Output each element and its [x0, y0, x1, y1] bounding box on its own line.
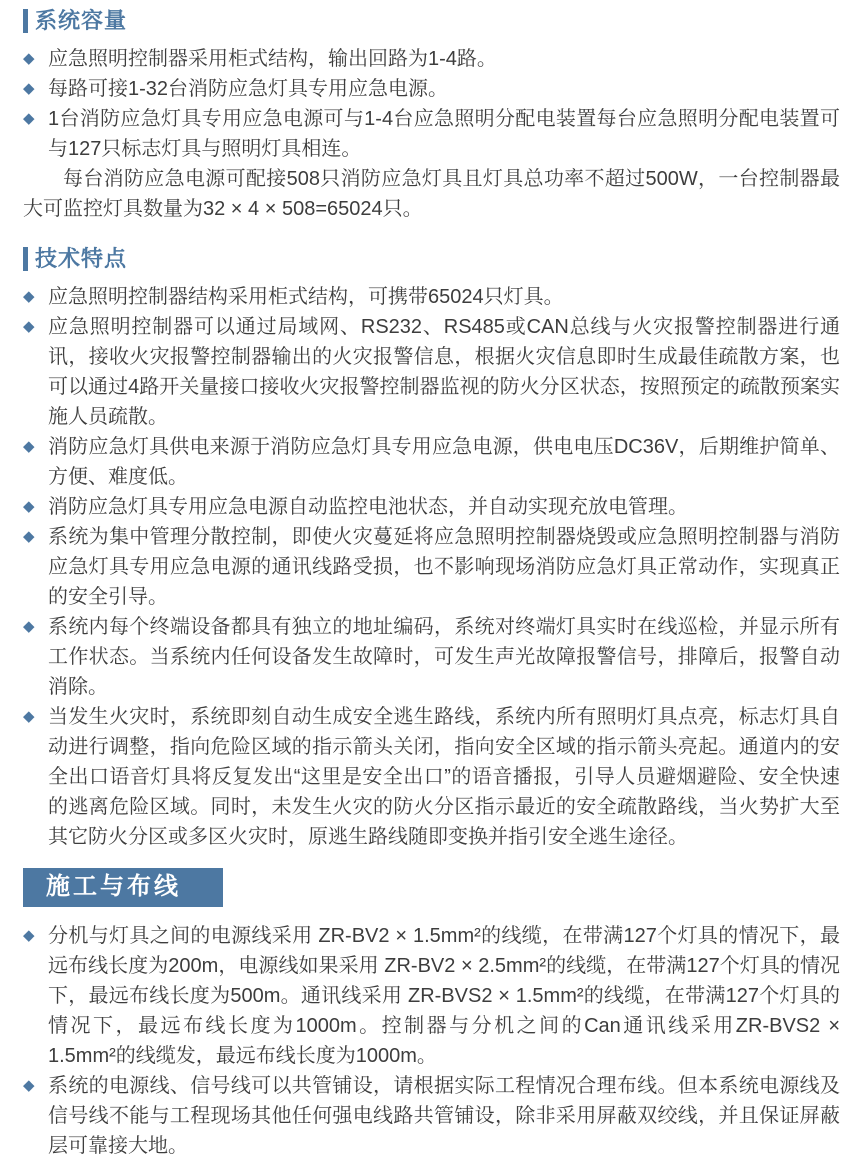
bullet-text: 消防应急灯具供电来源于消防应急灯具专用应急电源，供电电压DC36V，后期维护简单、方便、难度低。 — [48, 436, 840, 488]
section-title-text: 技术特点 — [35, 246, 128, 271]
bullet-item — [23, 104, 840, 164]
diamond-bullet-icon: ◆ — [23, 318, 35, 335]
bullet-item — [23, 702, 840, 852]
section-title-text: 系统容量 — [35, 8, 128, 33]
bullet-text: 每路可接1-32台消防应急灯具专用应急电源。 — [48, 78, 449, 100]
capacity-note-paragraph: 每台消防应急电源可配接508只消防应急灯具且灯具总功率不超过500W，一台控制器最大可监控灯具数量为32 × 4 × 508=65024只。 — [23, 168, 840, 220]
bullet-item — [23, 282, 840, 312]
bullet-text: 应急照明控制器结构采用柜式结构，可携带65024只灯具。 — [48, 286, 564, 308]
bullet-text: 消防应急灯具专用应急电源自动监控电池状态，并自动实现充放电管理。 — [48, 496, 688, 518]
bullet-text: 应急照明控制器采用柜式结构，输出回路为1-4路。 — [48, 48, 497, 70]
section-title-construction — [23, 868, 223, 907]
bullet-item — [23, 1071, 840, 1161]
section-features — [23, 244, 840, 852]
diamond-bullet-icon: ◆ — [23, 1077, 35, 1094]
diamond-bullet-icon: ◆ — [23, 708, 35, 725]
section-title-text: 施工与布线 — [46, 873, 181, 900]
diamond-bullet-icon: ◆ — [23, 288, 35, 305]
section-title-features — [23, 244, 840, 274]
section-capacity — [23, 6, 840, 224]
title-accent-bar — [23, 9, 28, 33]
diamond-bullet-icon: ◆ — [23, 80, 35, 97]
bullet-item — [23, 522, 840, 612]
bullet-item — [23, 492, 840, 522]
bullet-item — [23, 44, 840, 74]
bullet-item — [23, 612, 840, 702]
section-construction — [23, 868, 840, 1161]
diamond-bullet-icon: ◆ — [23, 50, 35, 67]
diamond-bullet-icon: ◆ — [23, 927, 35, 944]
bullet-text: 当发生火灾时，系统即刻自动生成安全逃生路线，系统内所有照明灯具点亮，标志灯具自动进行调整，指向危险区域的指示箭头关闭，指向安全区域的指示箭头亮起。通道内的安全出口语音灯具将反复发出“这里是安全出口”的语音播报，引导人员避烟避险、安全快速的逃离危险区域。同时，未发生火灾的防火分区指示最近的安全疏散路线，当火势扩大至其它防火分区或多区火灾时，原逃生路线随即变换并指引安全逃生途径。 — [48, 706, 840, 848]
bullet-text: 分机与灯具之间的电源线采用 ZR-BV2 × 1.5mm²的线缆，在带满127个灯具的情况下，最远布线长度为200m，电源线如果采用 ZR-BV2 × 2.5mm²的线缆，在带满127个灯具的情况下，最远布线长度为500m。通讯线采用 ZR-BVS2 × 1.5mm²的线缆，在带满127个灯具的情况下，最远布线长度为1000m。控制器与分机之间的Can通讯线采用ZR-BVS2 × 1.5mm²的线缆发，最远布线长度为1000m。 — [48, 925, 840, 1067]
bullet-item — [23, 74, 840, 104]
diamond-bullet-icon: ◆ — [23, 618, 35, 635]
diamond-bullet-icon: ◆ — [23, 438, 35, 455]
bullet-item — [23, 312, 840, 432]
diamond-bullet-icon: ◆ — [23, 498, 35, 515]
title-accent-bar — [23, 247, 28, 271]
section-title-capacity — [23, 6, 840, 36]
bullet-text: 系统的电源线、信号线可以共管铺设，请根据实际工程情况合理布线。但本系统电源线及信号线不能与工程现场其他任何强电线路共管铺设，除非采用屏蔽双绞线，并且保证屏蔽层可靠接大地。 — [48, 1075, 840, 1157]
bullet-text: 系统为集中管理分散控制，即使火灾蔓延将应急照明控制器烧毁或应急照明控制器与消防应急灯具专用应急电源的通讯线路受损，也不影响现场消防应急灯具正常动作，实现真正的安全引导。 — [48, 526, 840, 608]
bullet-item — [23, 921, 840, 1071]
diamond-bullet-icon: ◆ — [23, 110, 35, 127]
bullet-text: 应急照明控制器可以通过局域网、RS232、RS485或CAN总线与火灾报警控制器进行通讯，接收火灾报警控制器输出的火灾报警信息，根据火灾信息即时生成最佳疏散方案，也可以通过4路开关量接口接收火灾报警控制器监视的防火分区状态，按照预定的疏散预案实施人员疏散。 — [48, 316, 840, 428]
diamond-bullet-icon: ◆ — [23, 528, 35, 545]
bullet-text: 1台消防应急灯具专用应急电源可与1-4台应急照明分配电装置每台应急照明分配电装置可与127只标志灯具与照明灯具相连。 — [48, 108, 840, 160]
bullet-item — [23, 432, 840, 492]
bullet-text: 系统内每个终端设备都具有独立的地址编码，系统对终端灯具实时在线巡检，并显示所有工作状态。当系统内任何设备发生故障时，可发生声光故障报警信号，排障后，报警自动消除。 — [48, 616, 840, 698]
